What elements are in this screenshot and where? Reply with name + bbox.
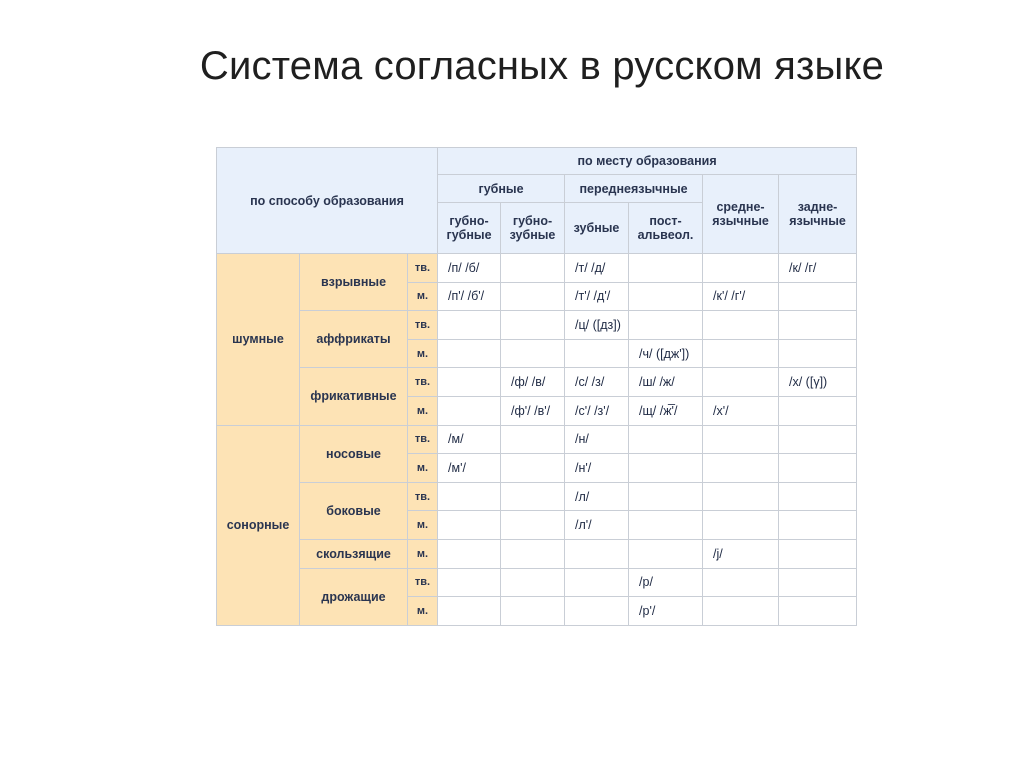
consonant-cell: /с'/ /з'/	[565, 396, 629, 425]
consonant-cell	[438, 368, 501, 397]
consonant-cell	[501, 482, 565, 511]
consonant-cell	[501, 254, 565, 283]
consonant-cell	[629, 425, 703, 454]
header-labial: губные	[438, 175, 565, 203]
consonant-cell	[779, 454, 857, 483]
consonant-cell	[779, 425, 857, 454]
hardness-hard: тв.	[408, 311, 438, 340]
consonant-cell: /л/	[565, 482, 629, 511]
manner-fricative: фрикативные	[300, 368, 408, 425]
consonant-cell: /т/ /д/	[565, 254, 629, 283]
consonant-cell: /т'/ /д'/	[565, 282, 629, 311]
consonant-cell	[438, 311, 501, 340]
consonant-cell	[438, 568, 501, 597]
consonant-cell: /л'/	[565, 511, 629, 540]
consonant-cell: /ф/ /в/	[501, 368, 565, 397]
header-dental: зубные	[565, 203, 629, 254]
consonant-cell: /щ/ /ж̅'/	[629, 396, 703, 425]
consonant-cell	[779, 482, 857, 511]
consonant-cell	[703, 482, 779, 511]
consonant-cell	[629, 482, 703, 511]
consonant-cell	[703, 254, 779, 283]
manner-plosive: взрывные	[300, 254, 408, 311]
consonant-cell: /п'/ /б'/	[438, 282, 501, 311]
consonant-cell	[703, 425, 779, 454]
consonant-cell	[779, 568, 857, 597]
header-mid-lingual: средне- язычные	[703, 175, 779, 254]
consonant-cell: /р/	[629, 568, 703, 597]
consonant-cell: /х/ ([γ])	[779, 368, 857, 397]
header-labiodental: губно- зубные	[501, 203, 565, 254]
consonant-cell	[629, 254, 703, 283]
header-bilabial: губно- губные	[438, 203, 501, 254]
consonant-cell	[779, 539, 857, 568]
consonant-cell: /н/	[565, 425, 629, 454]
consonant-cell	[629, 282, 703, 311]
consonant-cell	[501, 454, 565, 483]
consonant-cell	[779, 311, 857, 340]
manner-lateral: боковые	[300, 482, 408, 539]
consonant-cell	[703, 597, 779, 626]
consonant-cell	[438, 597, 501, 626]
consonant-cell	[565, 568, 629, 597]
hardness-soft: м.	[408, 282, 438, 311]
consonant-cell	[629, 311, 703, 340]
consonant-cell	[703, 568, 779, 597]
consonant-cell: /ш/ /ж/	[629, 368, 703, 397]
group-noisy: шумные	[217, 254, 300, 426]
header-postalveolar: пост- альвеол.	[629, 203, 703, 254]
consonant-cell	[703, 339, 779, 368]
hardness-hard: тв.	[408, 254, 438, 283]
consonant-cell: /к'/ /г'/	[703, 282, 779, 311]
consonant-cell	[629, 539, 703, 568]
consonant-cell	[629, 454, 703, 483]
consonant-cell	[565, 597, 629, 626]
hardness-soft: м.	[408, 597, 438, 626]
consonant-cell	[703, 511, 779, 540]
hardness-hard: тв.	[408, 568, 438, 597]
consonant-cell	[565, 339, 629, 368]
consonant-cell	[501, 511, 565, 540]
consonant-cell: /п/ /б/	[438, 254, 501, 283]
consonant-cell	[779, 511, 857, 540]
consonant-cell	[779, 396, 857, 425]
consonant-cell	[501, 311, 565, 340]
consonant-cell	[779, 282, 857, 311]
consonant-cell	[703, 454, 779, 483]
hardness-soft: м.	[408, 396, 438, 425]
manner-affricate: аффрикаты	[300, 311, 408, 368]
consonant-cell: /ч/ ([дж'])	[629, 339, 703, 368]
consonant-cell: /ф'/ /в'/	[501, 396, 565, 425]
header-by-manner: по способу образования	[217, 148, 438, 254]
manner-nasal: носовые	[300, 425, 408, 482]
group-sonorant: сонорные	[217, 425, 300, 625]
hardness-soft: м.	[408, 539, 438, 568]
hardness-soft: м.	[408, 339, 438, 368]
hardness-hard: тв.	[408, 368, 438, 397]
header-by-place: по месту образования	[438, 148, 857, 175]
consonant-cell	[779, 597, 857, 626]
consonant-table	[216, 147, 857, 626]
manner-trill: дрожащие	[300, 568, 408, 625]
consonant-cell	[438, 482, 501, 511]
consonant-cell	[501, 568, 565, 597]
consonant-cell	[703, 368, 779, 397]
consonant-cell: /н'/	[565, 454, 629, 483]
hardness-soft: м.	[408, 511, 438, 540]
consonant-cell	[501, 597, 565, 626]
hardness-soft: м.	[408, 454, 438, 483]
header-back-lingual: задне- язычные	[779, 175, 857, 254]
consonant-cell	[438, 396, 501, 425]
hardness-hard: тв.	[408, 425, 438, 454]
consonant-cell: /х'/	[703, 396, 779, 425]
consonant-cell: /ц/ ([дз])	[565, 311, 629, 340]
consonant-cell	[501, 425, 565, 454]
consonant-cell	[501, 282, 565, 311]
consonant-cell	[703, 311, 779, 340]
slide-title: Система согласных в русском языке	[199, 44, 885, 88]
consonant-cell	[629, 511, 703, 540]
consonant-cell	[438, 539, 501, 568]
consonant-cell: /j/	[703, 539, 779, 568]
header-front-lingual: переднеязычные	[565, 175, 703, 203]
consonant-cell	[565, 539, 629, 568]
consonant-cell: /р'/	[629, 597, 703, 626]
manner-glide: скользящие	[300, 539, 408, 568]
consonant-cell: /м'/	[438, 454, 501, 483]
hardness-hard: тв.	[408, 482, 438, 511]
consonant-cell	[501, 539, 565, 568]
consonant-cell: /м/	[438, 425, 501, 454]
consonant-cell	[501, 339, 565, 368]
consonant-cell	[779, 339, 857, 368]
consonant-cell	[438, 511, 501, 540]
consonant-cell	[438, 339, 501, 368]
consonant-cell: /к/ /г/	[779, 254, 857, 283]
consonant-cell: /с/ /з/	[565, 368, 629, 397]
